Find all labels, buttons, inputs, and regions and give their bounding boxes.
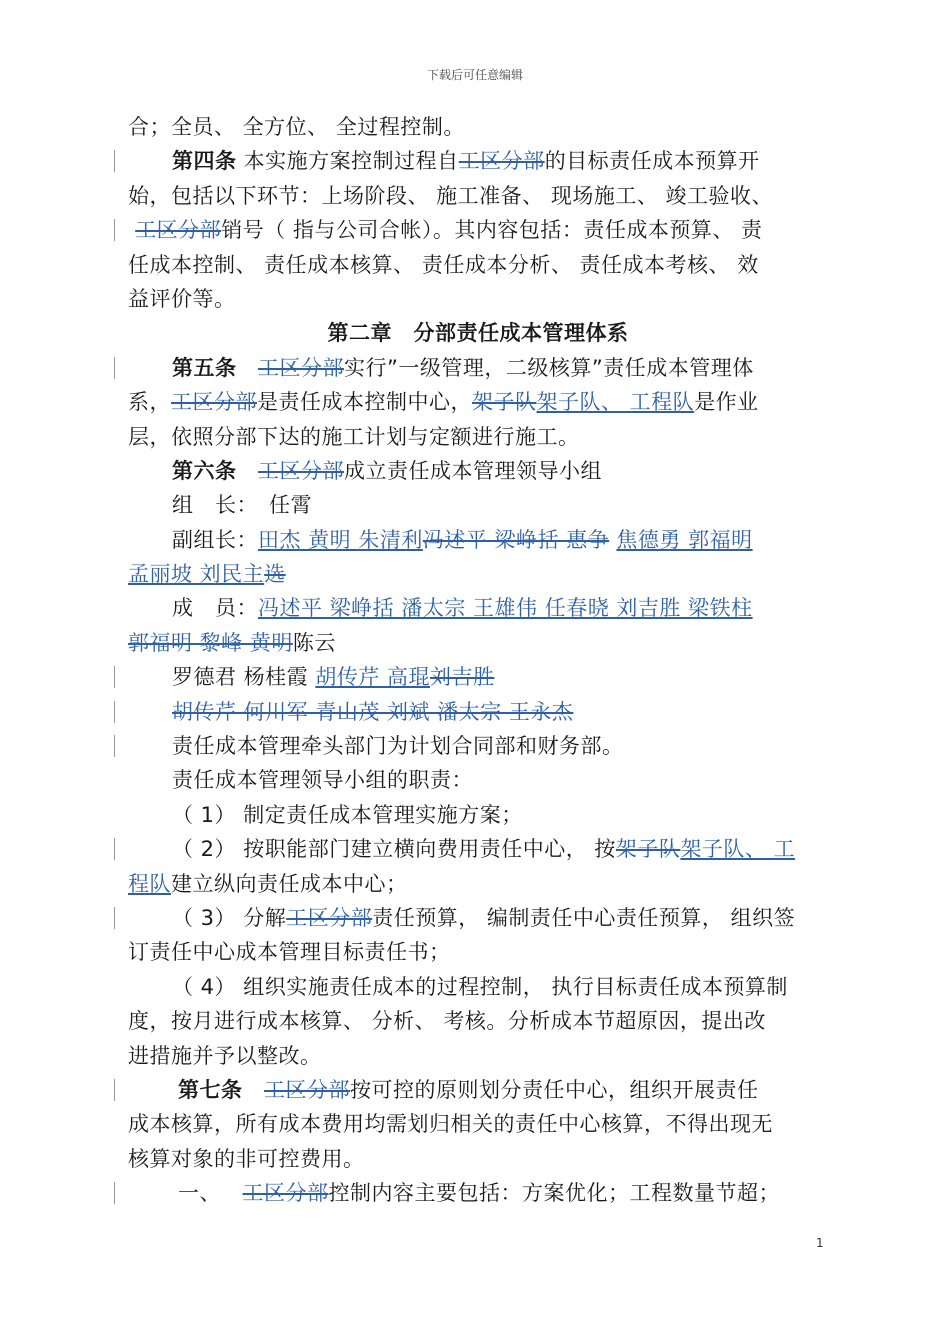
deleted-text: 架子队 [472,390,537,415]
leader-line [128,488,828,522]
paragraph-line [128,213,828,247]
deleted-text: 架子队 [615,837,681,862]
text: 核算对象的非可控费用。 [128,1146,365,1171]
paragraph-line [128,763,828,797]
duty-item-4-cont [128,1004,828,1038]
inserted-text: 程队 [128,871,171,896]
label: 成 员： [172,596,258,621]
revision-bar [114,666,115,688]
deleted-text: 郭福明 黎峰 黄明 [128,630,293,655]
duty-item-4-cont [128,1039,828,1073]
text: 按可控的原则划分责任中心，组织开展责任 [350,1077,759,1102]
paragraph-line [128,110,828,144]
text: 一、 [178,1181,229,1206]
text: 任成本控制、 责任成本核算、 责任成本分析、 责任成本考核、 效 [128,252,759,277]
paragraph-line [128,420,828,454]
text: 本实施方案控制过程自 [236,149,459,174]
duty-item-4 [128,970,828,1004]
text: 建立纵向责任成本中心； [171,871,408,896]
inserted-text: 架子队、 工 [680,837,796,862]
deleted-text: 工区分部 [264,1077,351,1102]
article-title: 第六条 [172,458,237,483]
text: 进措施并予以整改。 [128,1043,322,1068]
revision-bar [114,357,115,379]
article-title: 第四条 [172,149,237,174]
text: 层，依照分部下达的施工计划与定额进行施工。 [128,424,580,449]
deputy-line [128,523,828,557]
deputy-line-2 [128,557,828,591]
text: 度，按月进行成本核算、 分析、 考核。分析成本节超原因，提出改 [128,1009,766,1034]
article-7 [128,1073,828,1107]
duty-item-1 [128,798,828,832]
text: 是责任成本控制中心， [257,390,472,415]
paragraph-line [128,282,828,316]
text: 的目标责任成本预算开 [544,149,760,174]
inserted-text: 胡传芹 高琨 [315,665,431,690]
revision-bar [114,1079,115,1101]
members-line-3 [128,660,828,694]
revision-bar [114,907,115,929]
paragraph-line [128,1142,828,1176]
paragraph-line [128,179,828,213]
text: 陈云 [292,630,336,655]
text: 系， [128,390,171,415]
paragraph-line [128,385,828,419]
inserted-text: 焦德勇 郭福明 [616,527,753,552]
chapter-heading: 第二章 分部责任成本管理体系 [327,321,629,346]
inserted-text: 孟丽坡 刘民主 [128,562,265,587]
label: 副组长： [172,527,258,552]
text: 控制内容主要包括：方案优化；工程数量节超； [328,1181,781,1206]
paragraph-line [128,1107,828,1141]
deleted-text: 工区分部 [171,390,257,415]
article-6 [128,454,828,488]
text: 合；全员、 全方位、 全过程控制。 [128,115,465,139]
revision-bar [114,735,115,757]
inserted-text: 架子队、 工程队 [536,390,695,415]
text: 益评价等。 [128,286,236,311]
article-5 [128,351,828,385]
deleted-text: 选 [264,562,286,587]
revision-bar [114,150,115,172]
text: 成本核算，所有成本费用均需划归相关的责任中心核算，不得出现无 [128,1112,773,1137]
inserted-text: 冯述平 梁峥括 潘太宗 王雄伟 任春晓 刘吉胜 梁铁柱 [258,596,753,621]
revision-bar [114,1182,115,1204]
paragraph-line [128,248,828,282]
duty-item-3-cont [128,935,828,969]
deleted-text: 工区分部 [258,458,345,483]
members-line-4 [128,695,828,729]
deleted-text: 刘吉胜 [430,665,495,690]
article-title: 第五条 [172,355,237,380]
text: 责任成本管理领导小组的职责： [172,768,473,793]
deleted-text: 工区分部 [135,218,222,243]
document-body [128,110,828,1211]
text: 罗德君 杨桂霞 [172,665,316,690]
text: 组 长： 任霄 [172,493,312,518]
page-header: 下载后可任意编辑 [426,68,523,82]
deleted-text: 工区分部 [242,1181,329,1206]
section-1 [128,1176,828,1210]
deleted-text: 工区分部 [258,355,345,380]
deleted-text: 胡传芹 何川军 青山茂 刘斌 潘太宗 王永杰 [172,699,574,724]
revision-bar [114,838,115,860]
paragraph-line [128,729,828,763]
text: 销号（ 指与公司合帐）。其内容包括：责任成本预算、 责 [221,218,763,243]
members-line [128,591,828,625]
duty-item-3 [128,901,828,935]
members-line-2 [128,626,828,660]
deleted-text: 工区分部 [458,149,545,174]
inserted-text: 田杰 黄明 朱清利 [258,527,423,552]
text: 是作业 [694,390,759,415]
text: 订责任中心成本管理目标责任书； [128,940,451,965]
revision-bar [114,219,115,241]
text: （ 3） 分解 [172,905,287,930]
article-title: 第七条 [178,1077,243,1102]
duty-item-2-cont [128,867,828,901]
text: （ 4） 组织实施责任成本的过程控制， 执行目标责任成本预算制 [172,974,788,999]
text: 成立责任成本管理领导小组 [344,458,603,483]
text: 责任预算， 编制责任中心责任预算， 组织签 [372,905,796,930]
text: 责任成本管理牵头部门为计划合同部和财务部。 [172,734,624,759]
text: 始，包括以下环节：上场阶段、 施工准备、 现场施工、 竣工验收、 [128,183,774,208]
page-number: 1 [816,1236,824,1250]
revision-bar [114,701,115,723]
duty-item-2 [128,832,828,866]
text: （ 1） 制定责任成本管理实施方案； [172,802,523,827]
text: 实行”一级管理，二级核算”责任成本管理体 [344,355,754,380]
text: （ 2） 按职能部门建立横向费用责任中心， 按 [172,837,616,862]
article-4 [128,144,828,178]
deleted-text: 工区分部 [286,905,373,930]
deleted-text: 冯述平 梁峥括 惠争 [422,527,610,552]
